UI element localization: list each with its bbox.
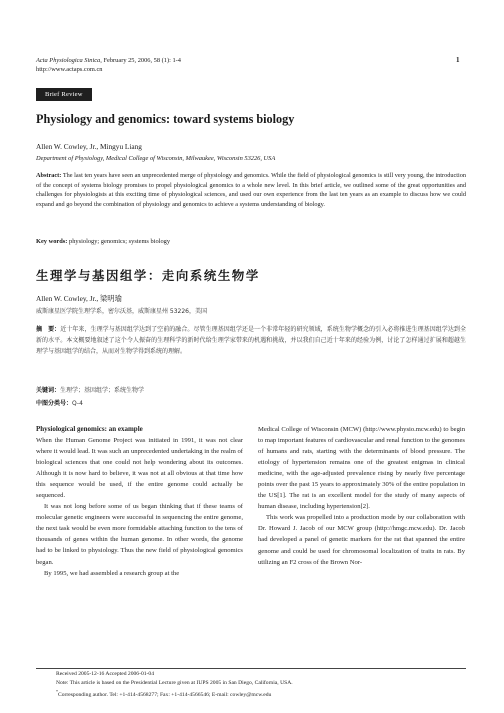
footnote-note: Note: This article is based on the Presidential Lecture given at IUPS 2005 in San Diego, California, USA. <box>56 680 293 686</box>
body-paragraph: It was not long before some of us began thinking that if these teams of molecular genetic engineers were successful in sequencing the entire genome, the next task would be even more formidable attaching function to the tens of thousands of genes within the human genome. In other words, the genome had to be linked to physiology. Thus the new field of physiological genomics began. <box>36 503 243 566</box>
abstract-label: Abstract: <box>36 172 62 179</box>
footnote-corresponding <box>56 688 271 699</box>
body-left-column <box>36 424 243 579</box>
abstract-zh-text: 近十年来，生理学与基因组学达到了空前的融合。尽管生理基因组学还是一个非常年轻的研究领域，系统生物学概念的引入必将推进生理基因组学达到全新的水平。本文概要地叙述了这个令人振奋的生理科学的新时代给生理学家带来的机遇和挑战，并以我们自己近十年来的经验为例，讨论了怎样通过扩展和超越生理学与基因组学的结合，从而对生物学得到系统的理解。 <box>36 326 466 355</box>
keywords-zh-text: 生理学；基因组学；系统生物学 <box>60 387 145 394</box>
abstract-english <box>36 171 466 210</box>
title-english: Physiology and genomics: toward systems biology <box>36 112 295 126</box>
footnote-divider <box>36 668 466 669</box>
footnote-mark: * <box>56 689 58 694</box>
abstract-zh-label: 摘 要： <box>36 326 61 333</box>
journal-url[interactable]: http://www.actaps.com.cn <box>36 66 103 73</box>
body-paragraph: This work was propelled into a production mode by our collaboration with Dr. Howard J. Jacob of our MCW group (http://hmgc.mcw.edu). Dr. Jacob had developed a panel of genetic markers for the rat that spanned the entire genome and could be used for chromosomal localization of traits in rats. By utilizing an F2 cross of the Brown Nor- <box>258 514 465 566</box>
journal-header <box>36 56 181 74</box>
keywords-zh-label: 关键词： <box>36 387 61 394</box>
keywords-chinese <box>36 385 144 394</box>
body-right-column <box>258 424 465 568</box>
keywords-label: Key words: <box>36 238 68 245</box>
classification-number <box>36 398 83 407</box>
affiliation-english: Department of Physiology, Medical College of Wisconsin, Milwaukee, Wisconsin 53226, USA <box>36 155 276 162</box>
page-number: 1 <box>456 56 460 64</box>
title-chinese: 生理学与基因组学：走向系统生物学 <box>36 268 260 283</box>
journal-citation: , February 25, 2006, 58 (1): 1-4 <box>100 57 182 64</box>
authors-english: Allen W. Cowley, Jr., Mingyu Liang <box>36 142 142 151</box>
classification-text: Q-4 <box>72 400 83 407</box>
article-type-badge: Brief Review <box>36 88 92 101</box>
classification-label: 中图分类号： <box>36 400 73 407</box>
abstract-text: The last ten years have seen an unprecedented merge of physiology and genomics. While the field of physiological genomics is still very young, the introduction of the concept of systems biology promises to propel physiological genomics to a whole new level. In this brief article, we outlined some of the great opportunities and challenges for physiologists at this exciting time of physiological sciences, and used our own experience from the last ten years as an example to discuss how we could expand and go beyond the combination of physiology and genomics to achieve a systems understanding of biology. <box>36 172 466 209</box>
keywords-text: physiology; genomics; systems biology <box>67 238 171 245</box>
journal-name: Acta Physiologica Sinica <box>36 57 101 64</box>
affiliation-chinese: 威斯康星医学院生理学系，密尔沃基，威斯康星州 53226，美国 <box>36 308 207 315</box>
body-paragraph: When the Human Genome Project was initiated in 1991, it was not clear where it would lead. It was such an unprecedented undertaking in the realm of biological sciences that one could not help wondering about its outcomes. Although it is now hard to believe, it was not at all obvious at that time how this sequence would be used, if the entire genome could actually be sequenced. <box>36 437 243 500</box>
body-paragraph: By 1995, we had assembled a research group at the <box>44 569 180 577</box>
footnote-received: Received 2005-12-16 Accepted 2006-01-04 <box>56 671 155 677</box>
abstract-chinese <box>36 324 466 357</box>
body-paragraph: Medical College of Wisconsin (MCW) (http://www.physio.mcw.edu) to begin to map important features of cardiovascular and renal function to the genomes of humans and rats, starting with the determinants of blood pressure. The etiology of hypertension remains one of the greatest enigmas in clinical medicine, with the age-adjusted prevalence rising by nearly five percentage points over the past 15 years to approximately 30% of the entire population in the US[1]. The rat is an excellent model for the study of many aspects of human disease, including hypertension[2]. <box>258 426 465 511</box>
section-heading: Physiological genomics: an example <box>36 425 143 433</box>
footnote-corresponding-text: Corresponding author. Tel: +1-414-4568277; Fax: +1-414-4566546; E-mail: cowley@mcw.edu <box>58 691 272 698</box>
keywords-english <box>36 238 170 245</box>
authors-chinese: Allen W. Cowley, Jr., 梁明瑜 <box>36 294 122 303</box>
